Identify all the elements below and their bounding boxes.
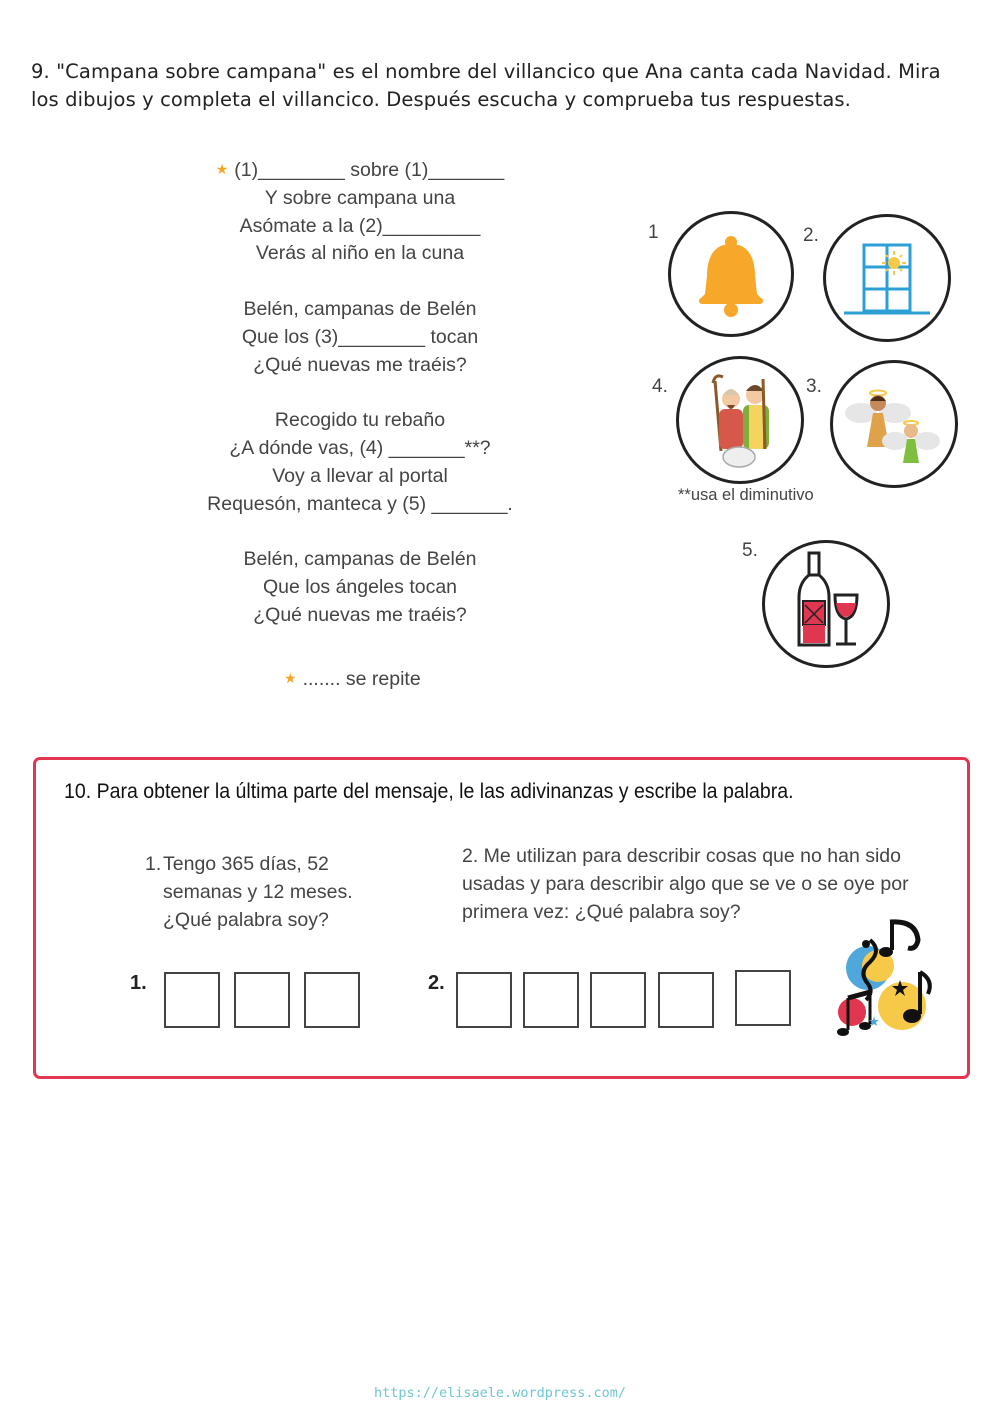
lyric-line: ¿Qué nuevas me traéis? — [253, 353, 467, 376]
lyric-line: Recogido tu rebaño — [274, 409, 446, 432]
shepherds-picture — [676, 356, 804, 484]
angels-icon — [833, 363, 955, 485]
answer-2-label: 2. — [428, 972, 445, 994]
song-lyrics — [190, 156, 530, 630]
lyric-line: ★ (1)________ sobre (1)_______ — [215, 159, 505, 181]
lyric-line: Belén, campanas de Belén — [243, 548, 477, 571]
picture-number: 2. — [803, 225, 819, 246]
wine-picture — [762, 540, 890, 668]
lyric-line: ¿Qué nuevas me traéis? — [253, 603, 467, 626]
window-icon — [826, 217, 948, 339]
wine-icon — [765, 543, 887, 665]
answer-1-letter-box[interactable] — [234, 972, 290, 1028]
answer-2-letter-box[interactable] — [590, 972, 646, 1028]
answer-2-letter-box[interactable] — [658, 972, 714, 1028]
lyric-line: Asómate a la (2)_________ — [239, 214, 481, 237]
stanza-gap — [190, 518, 530, 546]
answer-2-letter-box[interactable] — [523, 972, 579, 1028]
footer-url[interactable]: https://elisaele.wordpress.com/ — [374, 1385, 626, 1401]
shepherds-icon — [679, 359, 801, 481]
star-icon: ★ — [215, 161, 229, 177]
answer-1-label: 1. — [130, 972, 147, 994]
lyric-line: Verás al niño en la cuna — [255, 242, 465, 265]
lyric-line: Que los (3)________ tocan — [241, 325, 479, 348]
stanza-gap — [190, 268, 530, 296]
picture-number: 3. — [806, 376, 822, 397]
riddle-2-text: 2. Me utilizan para describir cosas que no han sido usadas y para describir algo que se ve o se oye por primera vez: ¿Qué palabra soy? — [462, 845, 909, 923]
music-notes-icon — [830, 910, 940, 1050]
star-icon: ★ — [284, 670, 297, 686]
lyric-line: Voy a llevar al portal — [272, 464, 448, 487]
picture-number: 4. — [652, 376, 668, 397]
lyric-line: Y sobre campana una — [264, 186, 456, 209]
picture-number: 1 — [648, 222, 659, 243]
picture-number: 5. — [742, 540, 758, 561]
exercise-10-title: 10. Para obtener la última parte del mensaje, le las adivinanzas y escribe la palabra. — [64, 780, 794, 803]
window-picture — [823, 214, 951, 342]
bell-picture — [668, 211, 794, 337]
lyric-line: Belén, campanas de Belén — [243, 297, 477, 320]
exercise-9-instructions: 9. "Campana sobre campana" es el nombre del villancico que Ana canta cada Navidad. Mira los dibujos y completa el villancico. Después escucha y comprueba tus respuestas. — [31, 60, 941, 111]
answer-1-letter-box[interactable] — [164, 972, 220, 1028]
lyric-line: ¿A dónde vas, (4) _______**? — [229, 436, 491, 459]
riddle-1-number: 1. — [145, 853, 162, 875]
riddle-1 — [145, 850, 385, 934]
answer-2-letter-box[interactable] — [456, 972, 512, 1028]
riddle-1-text: Tengo 365 días, 52 semanas y 12 meses. ¿Qué palabra soy? — [163, 853, 353, 931]
answer-2-letter-box[interactable] — [735, 970, 791, 1026]
lyric-line: Requesón, manteca y (5) _______. — [207, 492, 513, 515]
lyric-line: Que los ángeles tocan — [262, 575, 458, 598]
answer-1-letter-box[interactable] — [304, 972, 360, 1028]
bell-icon — [671, 214, 791, 334]
repeat-note: ★ ....... se repite — [284, 668, 421, 690]
stanza-gap — [190, 379, 530, 407]
angels-picture — [830, 360, 958, 488]
diminutive-note: **usa el diminutivo — [678, 486, 814, 504]
